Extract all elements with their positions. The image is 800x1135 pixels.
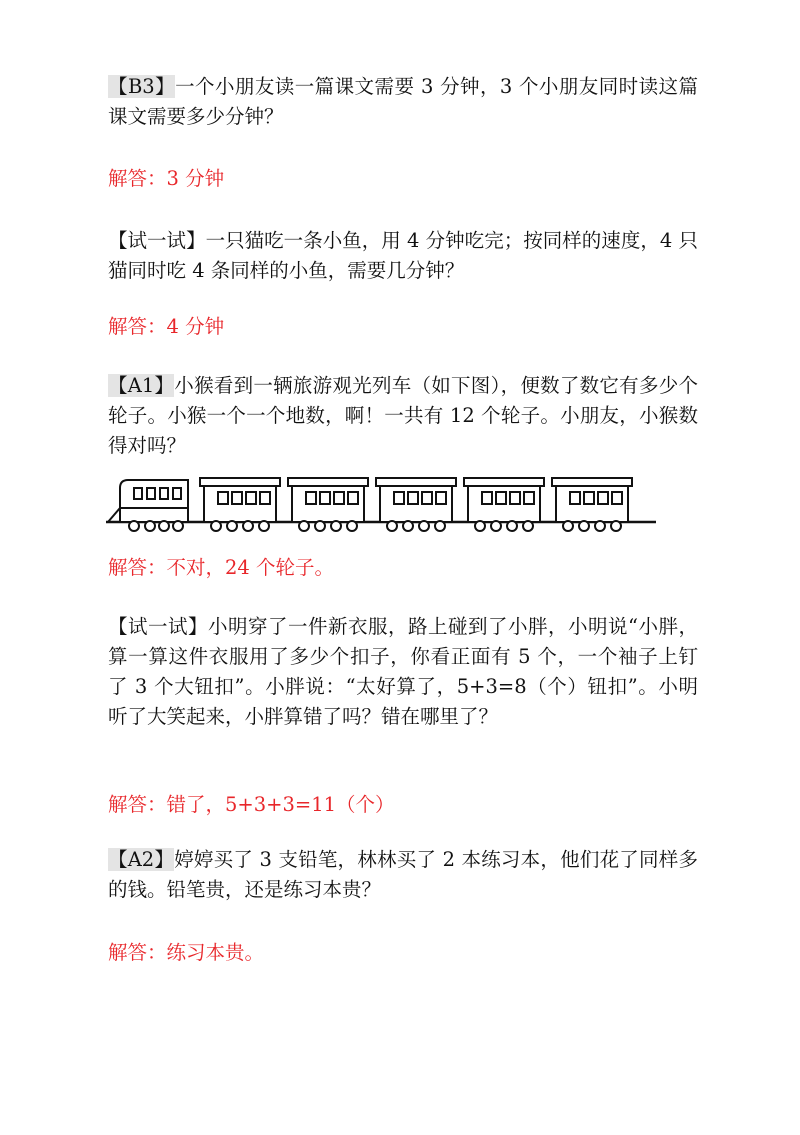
answer-try-1: 解答：4 分钟: [108, 315, 225, 338]
problem-try-2: [108, 612, 698, 732]
problem-try-1: [108, 226, 698, 286]
problem-tag: 【B3】: [108, 75, 176, 98]
problem-text: 一只猫吃一条小鱼，用 4 分钟吃完；按同样的速度，4 只猫同时吃 4 条同样的小鱼，需要几分钟？: [108, 229, 698, 282]
answer-a2: 解答：练习本贵。: [108, 941, 265, 964]
problem-tag: 【A1】: [108, 374, 175, 397]
problem-b3: [108, 72, 698, 132]
problem-tag: 【试一试】: [108, 229, 206, 252]
problem-tag: 【试一试】: [108, 615, 209, 638]
train-illustration: [106, 470, 666, 540]
problem-a1: [108, 371, 698, 461]
problem-text: 一个小朋友读一篇课文需要 3 分钟，3 个小朋友同时读这篇课文需要多少分钟？: [108, 75, 698, 128]
problem-tag: 【A2】: [108, 848, 175, 871]
problem-text: 小明穿了一件新衣服，路上碰到了小胖，小明说“小胖，算一算这件衣服用了多少个扣子，你看正面有 5 个，一个袖子上钉了 3 个大钮扣”。小胖说：“太好算了，5+3=8（个）钮扣”。小明听了大笑起来，小胖算错了吗？错在哪里了？: [108, 615, 698, 728]
answer-b3: 解答：3 分钟: [108, 167, 225, 190]
problem-a2: [108, 845, 698, 905]
answer-try-2: 解答：错了，5+3+3=11（个）: [108, 793, 395, 816]
answer-a1: 解答：不对，24 个轮子。: [108, 556, 335, 579]
problem-text: 小猴看到一辆旅游观光列车（如下图），便数了数它有多少个轮子。小猴一个一个地数，啊！一共有 12 个轮子。小朋友，小猴数得对吗？: [108, 374, 698, 457]
train-car: [120, 480, 188, 531]
problem-text: 婷婷买了 3 支铅笔，林林买了 2 本练习本，他们花了同样多的钱。铅笔贵，还是练习本贵？: [108, 848, 698, 901]
